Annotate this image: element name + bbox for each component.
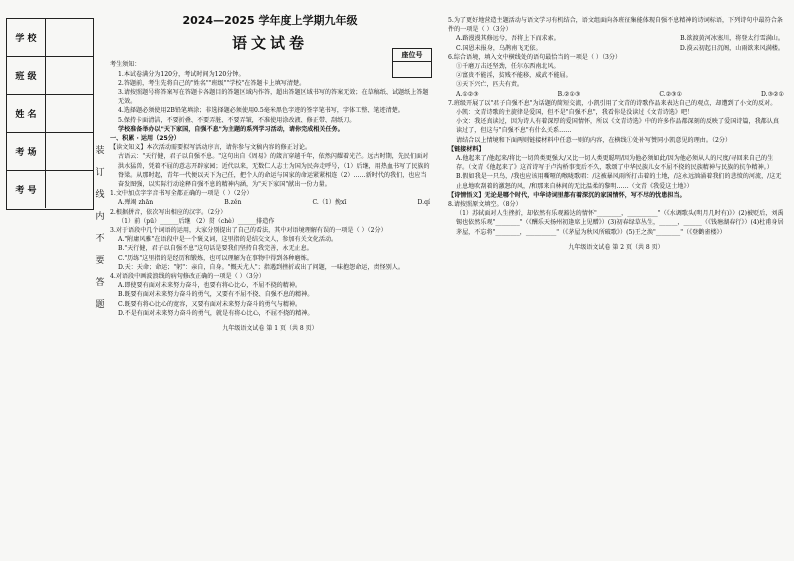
seal-char: 线 [95, 190, 105, 200]
notice-item: 1.本试卷满分为120分，考试时间为120分钟。 [118, 70, 245, 78]
question-6: 6.综合语境，填入文中横线处的语句最恰当的一项是（ ）（3分） [448, 53, 622, 61]
link-material-b: B.假如我是一只鸟，/我也应该用嘶哑的喉咙歌唱：/这被暴风雨所打击着的土地，/这永远汹涌着我们的悲愤的河流，/这无止息地吹刮着的激怒的风，/和那来自林间的无比温柔的黎明……（文青《我爱这土地》） [456, 173, 782, 190]
question-3: 3.对于语段中几个词语的运用，大家分别提出了自己的看法，其中对语境理解有误的一项是（ ）（2分） [110, 227, 387, 235]
question-6-options [448, 90, 784, 99]
label-number: 考 号 [7, 171, 46, 208]
option: C.既要有将心比心的宽容，又要有面对未来努力奋斗的勇气与精神。 [118, 300, 302, 308]
field-class[interactable] [46, 57, 93, 94]
option: D.不是有面对未来努力奋斗的勇气，就是有将心比心，不屈不挠的精神。 [118, 309, 314, 317]
field-name[interactable] [46, 95, 93, 132]
question-5-options-ab [448, 34, 784, 43]
option: B.zěn [224, 199, 242, 207]
binding-row-class [7, 57, 93, 95]
link-material-a: A.他起来了/他起来/将比一切兽类更强大/又比一切人类更聪明/因为他必须如此/因为他必须从人的尺度/寻回来自己的生存。（文青《他起来了》这首诗写于卢沟桥事变后不久，歌颂了中华民族儿女不屈不挠的民族精神与民族的抗争精神。） [456, 155, 774, 172]
option: C.②③① [659, 90, 683, 98]
page-footer-1: 九年级语文试卷 第 1 页（共 8 页） [222, 325, 318, 333]
question-6-item: ③天下兴亡，匹夫有责。 [456, 81, 524, 89]
question-6-item: ①千磨万击还坚劲，任尔东西南北风。 [456, 63, 560, 71]
right-column [448, 16, 784, 252]
exam-main-title: 语文试卷 [231, 34, 308, 53]
poem-section-title: 【诗情悟义】无论是哪个时代，中华诗词里都有着深沉的家国情怀，写不尽的忧患担当。 [448, 191, 686, 199]
notice-item: 4.选择题必须使用2B铅笔填涂；非选择题必须使用0.5毫米黑色字迹的签字笔书写，字体工整、笔迹清楚。 [118, 107, 404, 115]
option: D.qí [417, 199, 430, 207]
task-heading: 【读文知义】本次活动需要拟写活动序言，请你参与文稿内容的修正讨论。 [110, 144, 312, 152]
question-1-options [110, 198, 430, 207]
option: A."附庸风雅"在语段中是一个褒义词，这里指的是结交文人，参加有关文化活动。 [118, 236, 338, 244]
label-class: 班 级 [7, 57, 46, 94]
question-4: 4.对语段中画波浪线的病句修改正确的一项是（ ）（3分） [110, 273, 265, 281]
seat-label: 座位号 [393, 49, 431, 62]
binding-row-number [7, 171, 93, 208]
option: C.（1）挽xī [312, 199, 347, 207]
reading-passage: 古语云："天行健，君子以自强不息。"这句出自《周易》的箴言穿越千年，依然闪耀着光芒。远古时期，先民们面对洪水猛兽，凭着不屈的意志开辟家园；近代以来，无数仁人志士为国为民奔走呼号，（1）后继，用热血书写了民族的脊梁。从那时起，青年一代便以天下为己任，把个人的命运与国家的命运紧紧相连（2）……新时代的我们，也应当奋发图强，以实际行动诠释自强不息的精神内涵，为"天下家国"献出一份力量。 [118, 153, 430, 189]
seal-char: 订 [95, 168, 105, 178]
field-school[interactable] [46, 19, 93, 56]
label-room: 考 场 [7, 133, 46, 170]
field-room[interactable] [46, 133, 93, 170]
exam-year-title: 2024—2025 学年度上学期九年级 [182, 14, 358, 27]
question-2-body: （1）前（pū）______后继 （2）贯（chè）______排造作 [118, 217, 275, 225]
seal-char: 内 [95, 212, 105, 222]
option: D.③②① [761, 90, 784, 98]
option: B.既要有面对未来努力奋斗的勇气，又要有不屈不挠、自强不息的精神。 [118, 291, 314, 299]
option: D.漠云初起日沉阁，山雨欲来风满楼。 [679, 44, 784, 52]
question-1: 1.文中加点字字音书写全都正确的一项是（ ）（2分） [110, 190, 253, 198]
seal-char: 答 [95, 278, 105, 288]
seal-char: 装 [95, 146, 105, 156]
notice-item: 3.请按照题号将答案写在答题卡各题目的答题区域内作答，超出答题区域书写的答案无效；在草稿纸、试题纸上答题无效。 [118, 89, 429, 106]
option: D.天：天命；命运；"躬"：亲自，自身。"慨天尤人"；指遇到挫折或出了问题，一味抱怨命运，责怪别人。 [118, 263, 404, 271]
notice-item: 5.保持卡面清洁，不要折叠、不要弄脏、不要弄皱，不准使用涂改液、修正带、刮纸刀。 [118, 116, 356, 124]
seal-char: 不 [95, 234, 105, 244]
option: B.②①③ [557, 90, 581, 98]
binding-row-school [7, 19, 93, 57]
notice-item: 2.答题前，考生先将自己的"姓名""班级""学校"在答题卡上填写清楚。 [118, 79, 306, 87]
label-name: 姓 名 [7, 95, 46, 132]
dialog-line: 小文：我还真读过，因为诗人有着深厚的爱国情怀，所以《文青诗选》中的许多作品都深刻的反映了爱国诗篇，我都认真读过了，但这与"自强不息"有什么关系…… [456, 118, 779, 135]
question-7-instruction: 请结合以上情境和下面两则链接材料中任意一则的内容，在横线①处补写赞同小凯意见的理由。（2分） [456, 136, 732, 144]
option: C."历练"这里指的是经历和锻炼，也可以理解为在事物中得到各种磨炼。 [118, 254, 313, 262]
seat-number-box[interactable] [392, 48, 432, 78]
question-5: 5.为了更好地营造主题活动与语文学习有机结合，语文组面向各班征集能体现自强不息精神的诗词标语，下列诗句中最符合条件的一项是（ ）（3分） [448, 17, 783, 34]
option: C.国恩未报身，乌鹊南飞无依。 [456, 44, 542, 52]
option: B.欲渡黄河冰塞川，将登太行雪满山。 [680, 35, 784, 43]
binding-info-box [6, 18, 94, 210]
option: A.路漫漫其修远兮，吾将上下而求索。 [456, 35, 560, 43]
question-7: 7.班级开展了以"君子自强不息"为话题的简短交流，小凯引用了文青的诗歌作品来表达自己的观点，却遭到了小文的反对。 [448, 99, 777, 107]
activity-slogan: 学校准备举办以"天下家国，自强不息"为主题的系列学习活动，请你完成相关任务。 [118, 125, 344, 133]
option: A.殚竭 zhān [118, 199, 154, 207]
dialog-line: 小凯：文青诗歌的主旋律是爱国，但不是"自强不息"，我看你是没读过《文青诗选》吧！ [456, 109, 694, 117]
binding-row-room [7, 133, 93, 171]
option: A.①②③ [456, 90, 479, 98]
question-6-item: ②富贵不能淫，贫贱不能移，威武不能屈。 [456, 72, 572, 80]
page-footer-2: 九年级语文试卷 第 2 页（共 8 页） [568, 243, 664, 251]
field-number[interactable] [46, 171, 93, 208]
notice-title: 考生须知： [110, 61, 141, 69]
seal-char: 要 [95, 256, 105, 266]
binding-row-name [7, 95, 93, 133]
question-5-options-cd [448, 44, 784, 53]
seal-line [93, 140, 107, 470]
question-8-body: （1）苏轼面对人生挫折，却依然有乐观豁达的情怀"________，__________"（《水调歌头(明月几时有)》）(2)被贬后，刘禹锡也依然乐观"________"（《酬乐天扬州初逢席上见赠》）(3)初春绿草丛生，______，______（《钱塘湖春行》）(4)杜甫身居茅屋，不忘将"________，__________"（《茅屋为秋风所破歌》）(5)王之涣"________"（《登鹳雀楼》） [456, 210, 784, 236]
label-school: 学 校 [7, 19, 46, 56]
question-2: 2.根据拼音，依次写出相应的汉字。（2分） [110, 208, 227, 216]
link-material-title: 【链接材料】 [448, 145, 485, 153]
option: B."天行健，君子以自强不息"这句话是要我们坚持自我完善，永无止息。 [118, 245, 313, 253]
section-title: 一、积累 · 运用（25分） [110, 135, 180, 143]
option: A.即使要有面对未来努力奋斗，也要有将心比心，不屈不挠的精神。 [118, 282, 302, 290]
left-column [110, 16, 430, 333]
question-8: 8.请按照原文填空。（8分） [448, 201, 522, 209]
seal-char: 题 [95, 300, 105, 310]
